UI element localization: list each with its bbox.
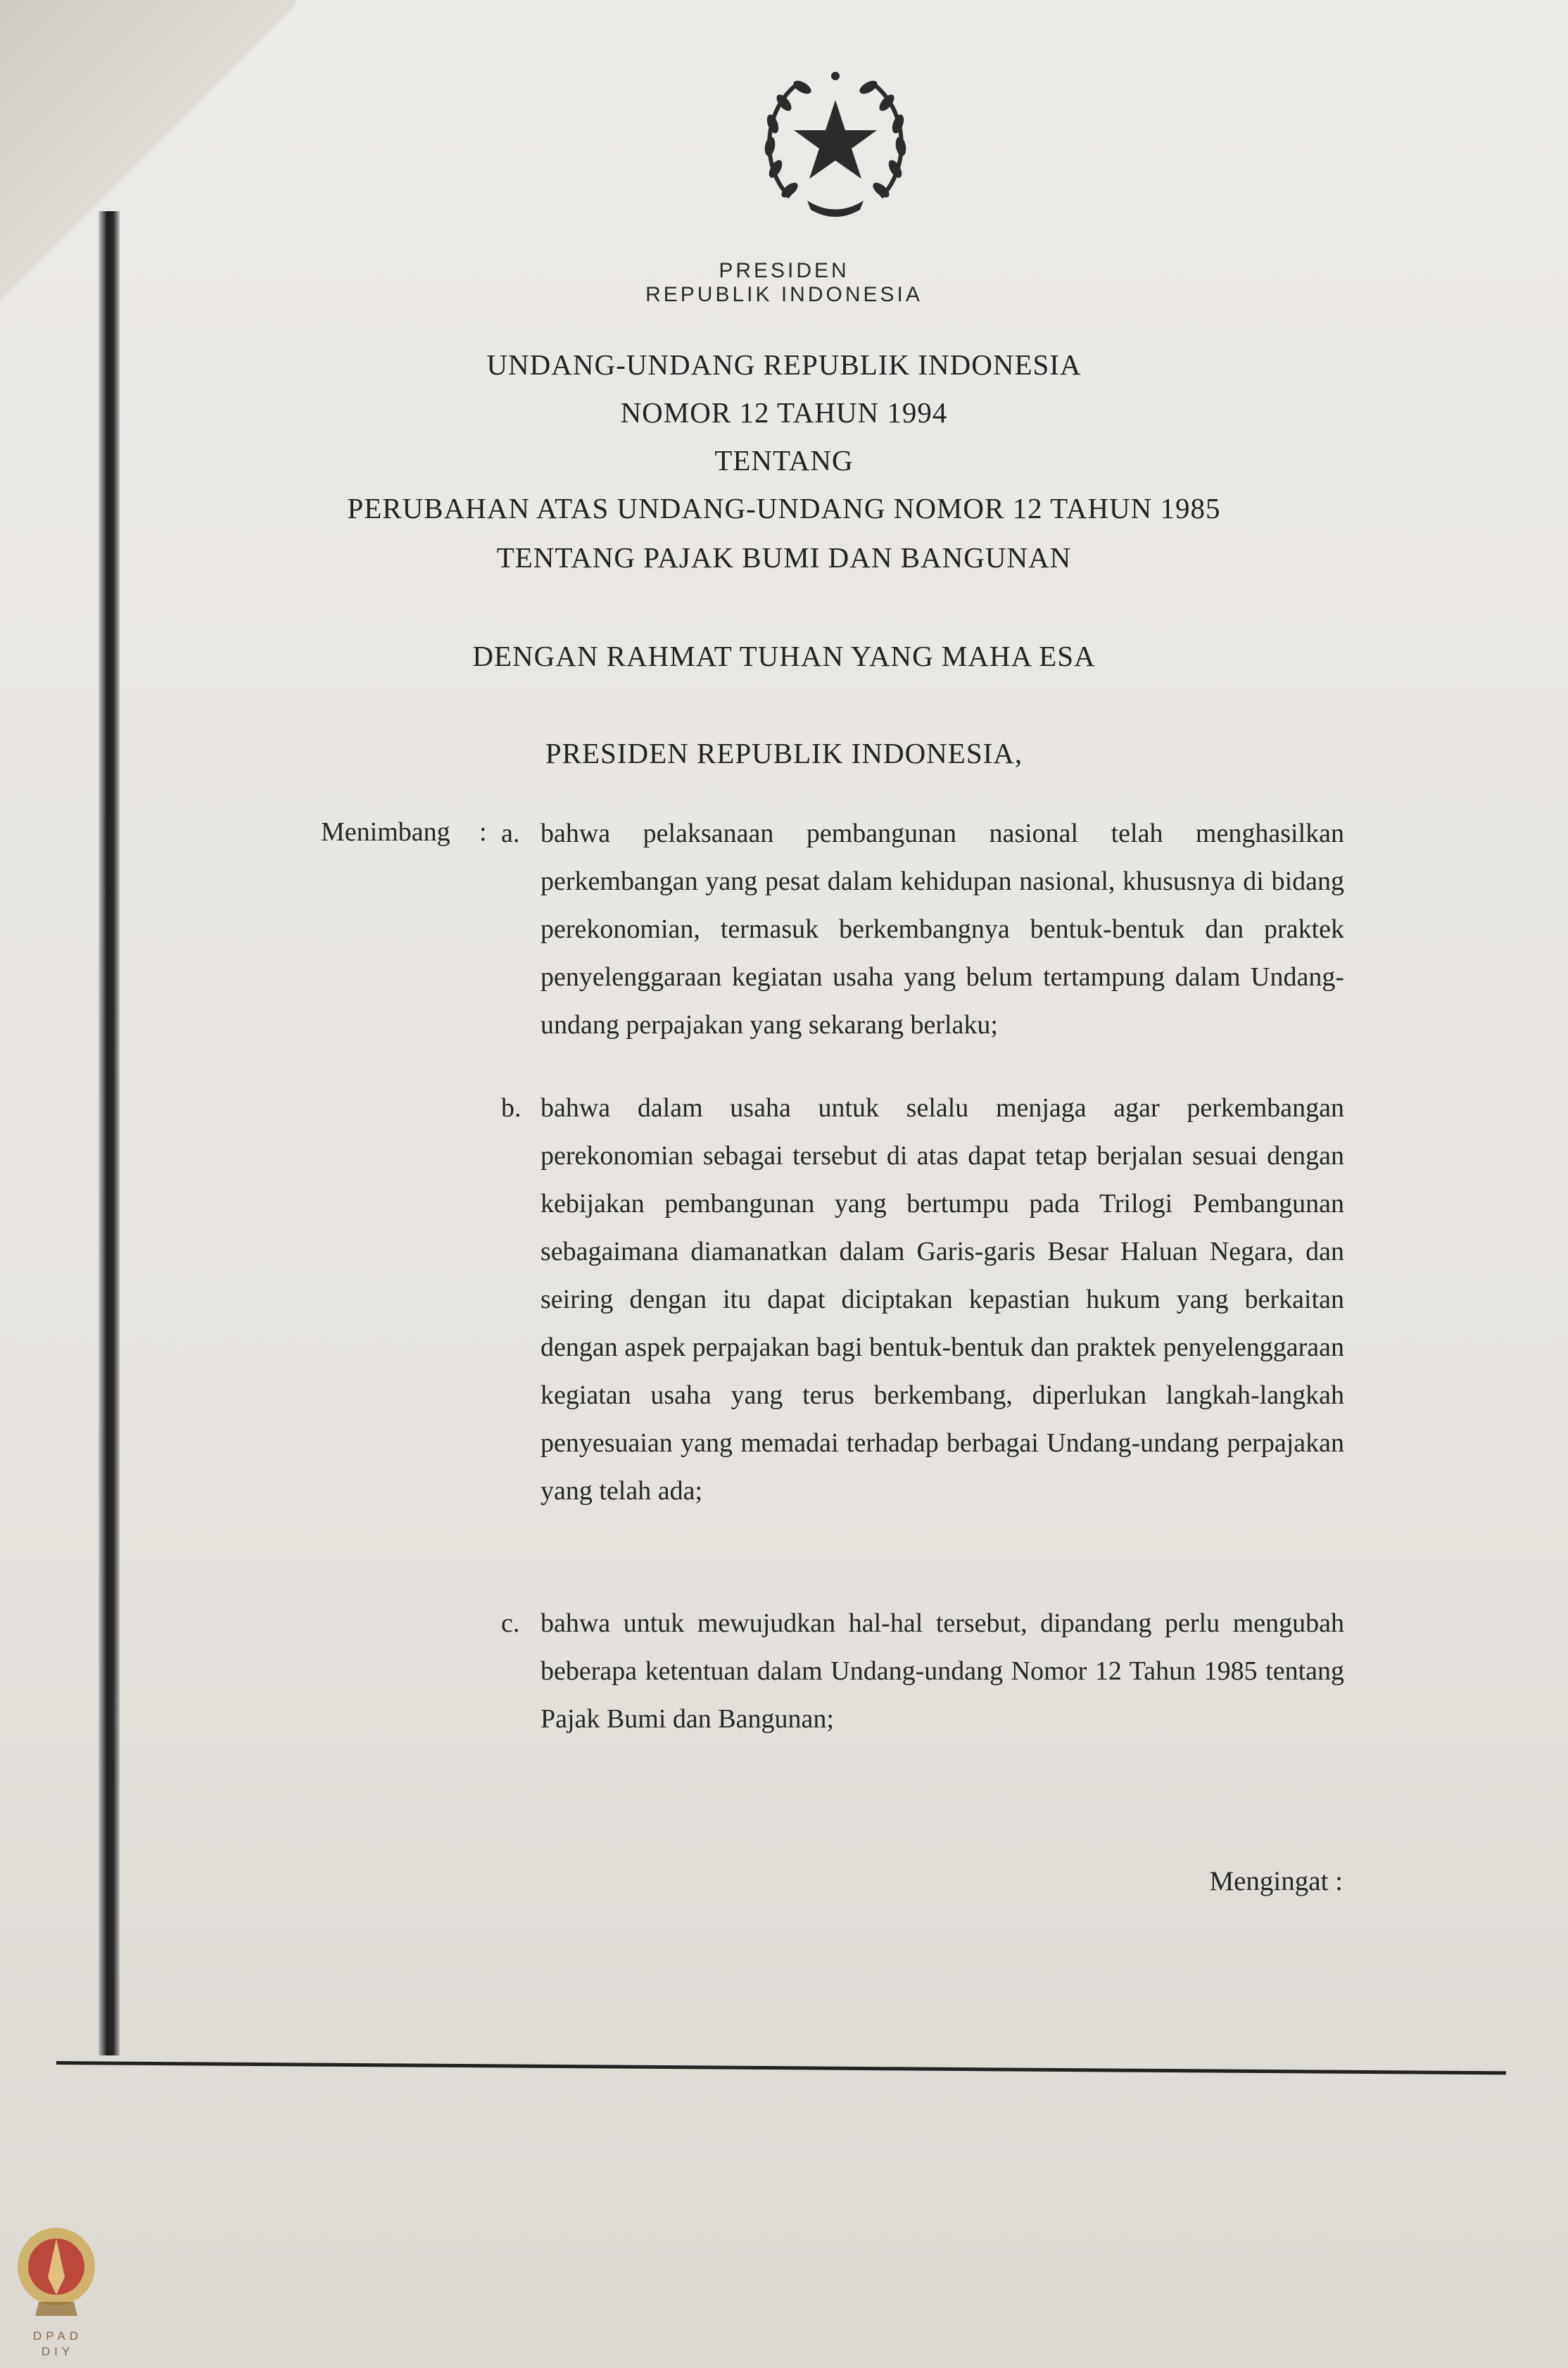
enactor: PRESIDEN REPUBLIK INDONESIA, bbox=[545, 737, 1023, 769]
item-c-letter: c. bbox=[501, 1608, 520, 1638]
bottom-rule bbox=[56, 2061, 1506, 2074]
letterhead-line-2: REPUBLIK INDONESIA bbox=[645, 283, 923, 306]
title-line-2: NOMOR 12 TAHUN 1994 bbox=[620, 396, 948, 429]
item-a-letter: a. bbox=[501, 819, 520, 848]
folded-corner bbox=[0, 0, 296, 366]
considerations-label: Menimbang bbox=[321, 817, 450, 847]
archive-mark-text bbox=[23, 2329, 93, 2360]
archive-mark-line-1: DPAD bbox=[33, 2329, 82, 2343]
title-line-1: UNDANG-UNDANG REPUBLIK INDONESIA bbox=[486, 348, 1082, 381]
title-line-3: TENTANG bbox=[714, 444, 854, 477]
item-b-text: bahwa dalam usaha untuk selalu menjaga agar perkembangan perekonomian sebagai tersebut di atas dapat tetap berjalan sesuai dengan kebijakan pembangunan yang bertumpu pada Trilogi Pembangunan sebagaimana diamanatkan dalam Garis-garis Besar Haluan Negara, dan seiring dengan itu dapat diciptakan kepastian hukum yang berkaitan dengan aspek perpajakan bagi bentuk-bentuk dan praktek penyelenggaraan kegiatan usaha yang terus berkembang, diperlukan langkah-langkah penyesuaian yang memadai terhadap berbagai Undang-undang perpajakan yang telah ada; bbox=[540, 1093, 1344, 1506]
binding-shadow bbox=[99, 211, 120, 2055]
letterhead-line-1: PRESIDEN bbox=[719, 259, 849, 282]
item-b-letter: b. bbox=[501, 1093, 521, 1123]
continuation-catchword: Mengingat : bbox=[1209, 1866, 1343, 1896]
invocation: DENGAN RAHMAT TUHAN YANG MAHA ESA bbox=[472, 640, 1096, 672]
item-c-text: bahwa untuk mewujudkan hal-hal tersebut, dipandang perlu mengubah beberapa ketentuan dalam Undang-undang Nomor 12 Tahun 1985 tentang Pajak Bumi dan Bangunan; bbox=[540, 1608, 1344, 1734]
archive-mark-line-2: DIY bbox=[41, 2345, 75, 2358]
title-line-4: PERUBAHAN ATAS UNDANG-UNDANG NOMOR 12 TAHUN 1985 bbox=[347, 492, 1221, 524]
title-line-5: TENTANG PAJAK BUMI DAN BANGUNAN bbox=[496, 541, 1072, 574]
garuda-star-wreath-emblem bbox=[747, 56, 923, 232]
item-a-text: bahwa pelaksanaan pembangunan nasional telah menghasilkan perkembangan yang pesat dalam kehidupan nasional, khususnya di bidang perekonomian, termasuk berkembangnya bentuk-bentuk dan praktek penyelenggaraan kegiatan usaha yang belum tertampung dalam Undang-undang perpajakan yang sekarang berlaku; bbox=[540, 819, 1344, 1040]
considerations-colon: : bbox=[479, 817, 487, 847]
